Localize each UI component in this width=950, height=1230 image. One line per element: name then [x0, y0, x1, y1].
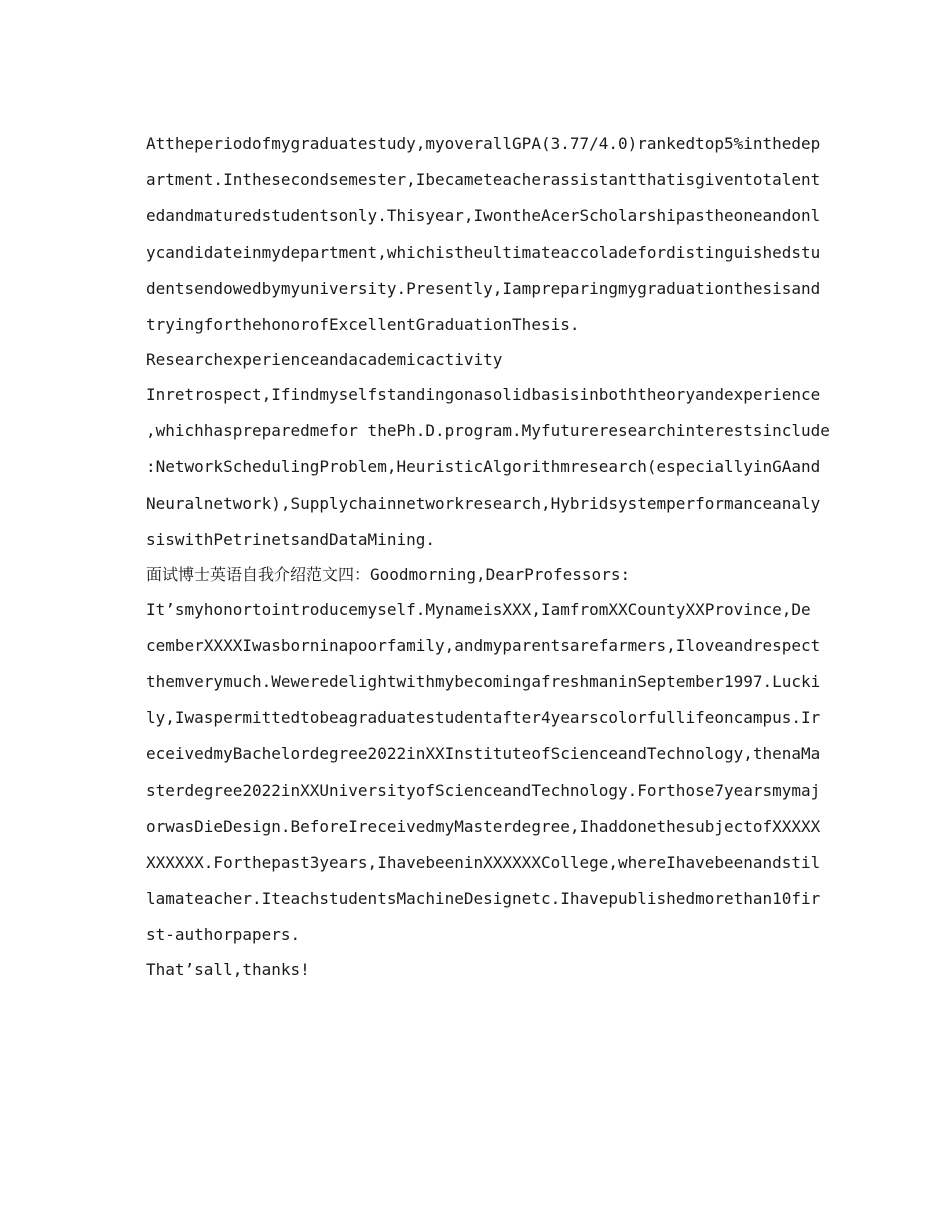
text-line: themverymuch.WeweredelightwithmybecomingafreshmaninSeptember1997.Lucki: [146, 672, 821, 692]
section-heading: Researchexperienceandacademicactivity: [146, 349, 503, 369]
text-line: edandmaturedstudentsonly.Thisyear,IwontheAcerScholarshipastheoneandonl: [146, 206, 821, 226]
document-body: [146, 131, 830, 992]
text-line: Inretrospect,Ifindmyselfstandingonasolidbasisinboththeoryandexperience: [146, 384, 821, 404]
text-line: eceivedmyBachelordegree2022inXXInstituteofScienceandTechnology,thenaMa: [146, 744, 821, 764]
text-line: siswithPetrinetsandDataMining.: [146, 529, 435, 549]
text-line: dentsendowedbymyuniversity.Presently,Iampreparingmygraduationthesisand: [146, 278, 821, 298]
text-line: ly,Iwaspermittedtobeagraduatestudentafter4yearscolorfullifeoncampus.Ir: [146, 708, 821, 728]
section-heading: 面试博士英语自我介绍范文四：Goodmorning,DearProfessors:: [146, 564, 631, 584]
text-line: tryingforthehonorofExcellentGraduationThesis.: [146, 314, 580, 334]
text-line: ,whichhaspreparedmefor thePh.D.program.Myfutureresearchinterestsinclude: [146, 421, 830, 441]
text-line: XXXXXX.Forthepast3years,IhavebeeninXXXXXXCollege,whereIhavebeenandstil: [146, 853, 821, 872]
text-line: lamateacher.IteachstudentsMachineDesignetc.Ihavepublishedmorethan10fir: [146, 889, 821, 909]
text-line: Attheperiodofmygraduatestudy,myoverallGPA(3.77/4.0)rankedtop5%inthedep: [146, 134, 821, 153]
text-line: artment.Inthesecondsemester,Ibecameteacherassistantthatisgiventotalent: [146, 170, 821, 190]
text-line: Neuralnetwork),Supplychainnetworkresearch,Hybridsystemperformanceanaly: [146, 493, 821, 513]
text-line: orwasDieDesign.BeforeIreceivedmyMasterdegree,IhaddonethesubjectofXXXXX: [146, 816, 821, 836]
closing-line: That’sall,thanks!: [146, 960, 310, 980]
text-line: It’smyhonortointroducemyself.MynameisXXX,IamfromXXCountyXXProvince,De: [146, 599, 811, 619]
text-line: sterdegree2022inXXUniversityofScienceandTechnology.Forthose7yearsmymaj: [146, 780, 821, 800]
text-line: :NetworkSchedulingProblem,HeuristicAlgorithmresearch(especiallyinGAand: [146, 457, 821, 477]
text-line: cemberXXXXIwasborninapoorfamily,andmyparentsarefarmers,Iloveandrespect: [146, 635, 821, 655]
text-line: ycandidateinmydepartment,whichistheultimateaccoladefordistinguishedstu: [146, 242, 821, 262]
text-line: st-authorpapers.: [146, 925, 301, 945]
